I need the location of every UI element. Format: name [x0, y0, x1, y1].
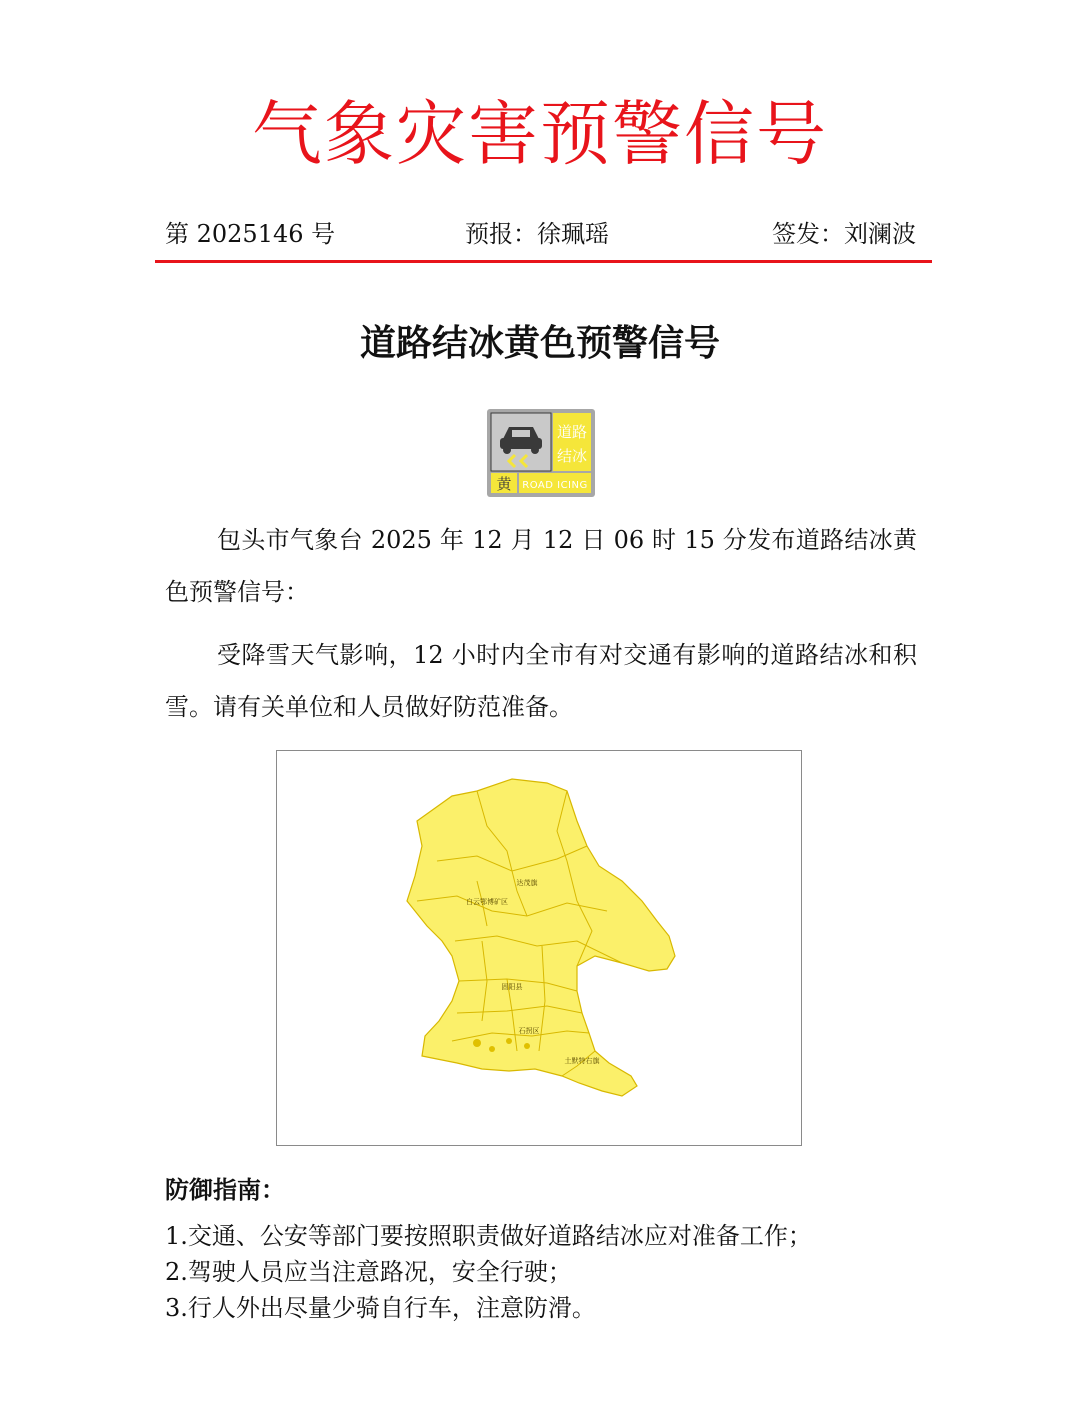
issue-number: 第 2025146 号: [165, 220, 336, 248]
map-label-3: 固阳县: [501, 983, 523, 991]
guide-item: 3.行人外出尽量少骑自行车，注意防滑。: [165, 1294, 596, 1322]
map-label-4: 石拐区: [518, 1027, 540, 1035]
forecaster: 预报：徐珮瑶: [465, 220, 609, 248]
road-icing-icon-graphic: [487, 409, 595, 497]
masthead-title: 气象灾害预警信号: [252, 93, 828, 175]
icon-level-char: 黄: [496, 475, 512, 493]
warning-paragraph-2: 受降雪天气影响，12 小时内全市有对交通有影响的道路结冰和积雪。请有关单位和人员做好防范准备。: [165, 641, 917, 721]
map-label-5: 土默特右旗: [564, 1057, 600, 1065]
icon-english-label: ROAD ICING: [522, 480, 588, 491]
issuer: 签发：刘澜波: [772, 220, 916, 248]
icon-label-bottom: 结冰: [556, 447, 588, 465]
map-region-outline: [407, 779, 675, 1096]
map-label-1: 达茂旗: [516, 879, 538, 887]
icon-label-top: 道路: [556, 423, 588, 441]
guide-list: [165, 1218, 925, 1326]
header-divider: [155, 260, 932, 263]
guide-heading: 防御指南：: [165, 1176, 285, 1204]
warning-title: 道路结冰黄色预警信号: [359, 323, 720, 364]
baotou-map: [277, 751, 801, 1145]
guide-item: 2.驾驶人员应当注意路况，安全行驶；: [165, 1258, 572, 1286]
warning-area-map: [276, 750, 802, 1146]
map-label-2: 白云鄂博矿区: [466, 898, 508, 906]
warning-paragraph-1: 包头市气象台 2025 年 12 月 12 日 06 时 15 分发布道路结冰黄色预警信号：: [165, 526, 917, 606]
guide-item: 1.交通、公安等部门要按照职责做好道路结冰应对准备工作；: [165, 1222, 812, 1250]
road-icing-yellow-warning-icon: [487, 409, 595, 497]
